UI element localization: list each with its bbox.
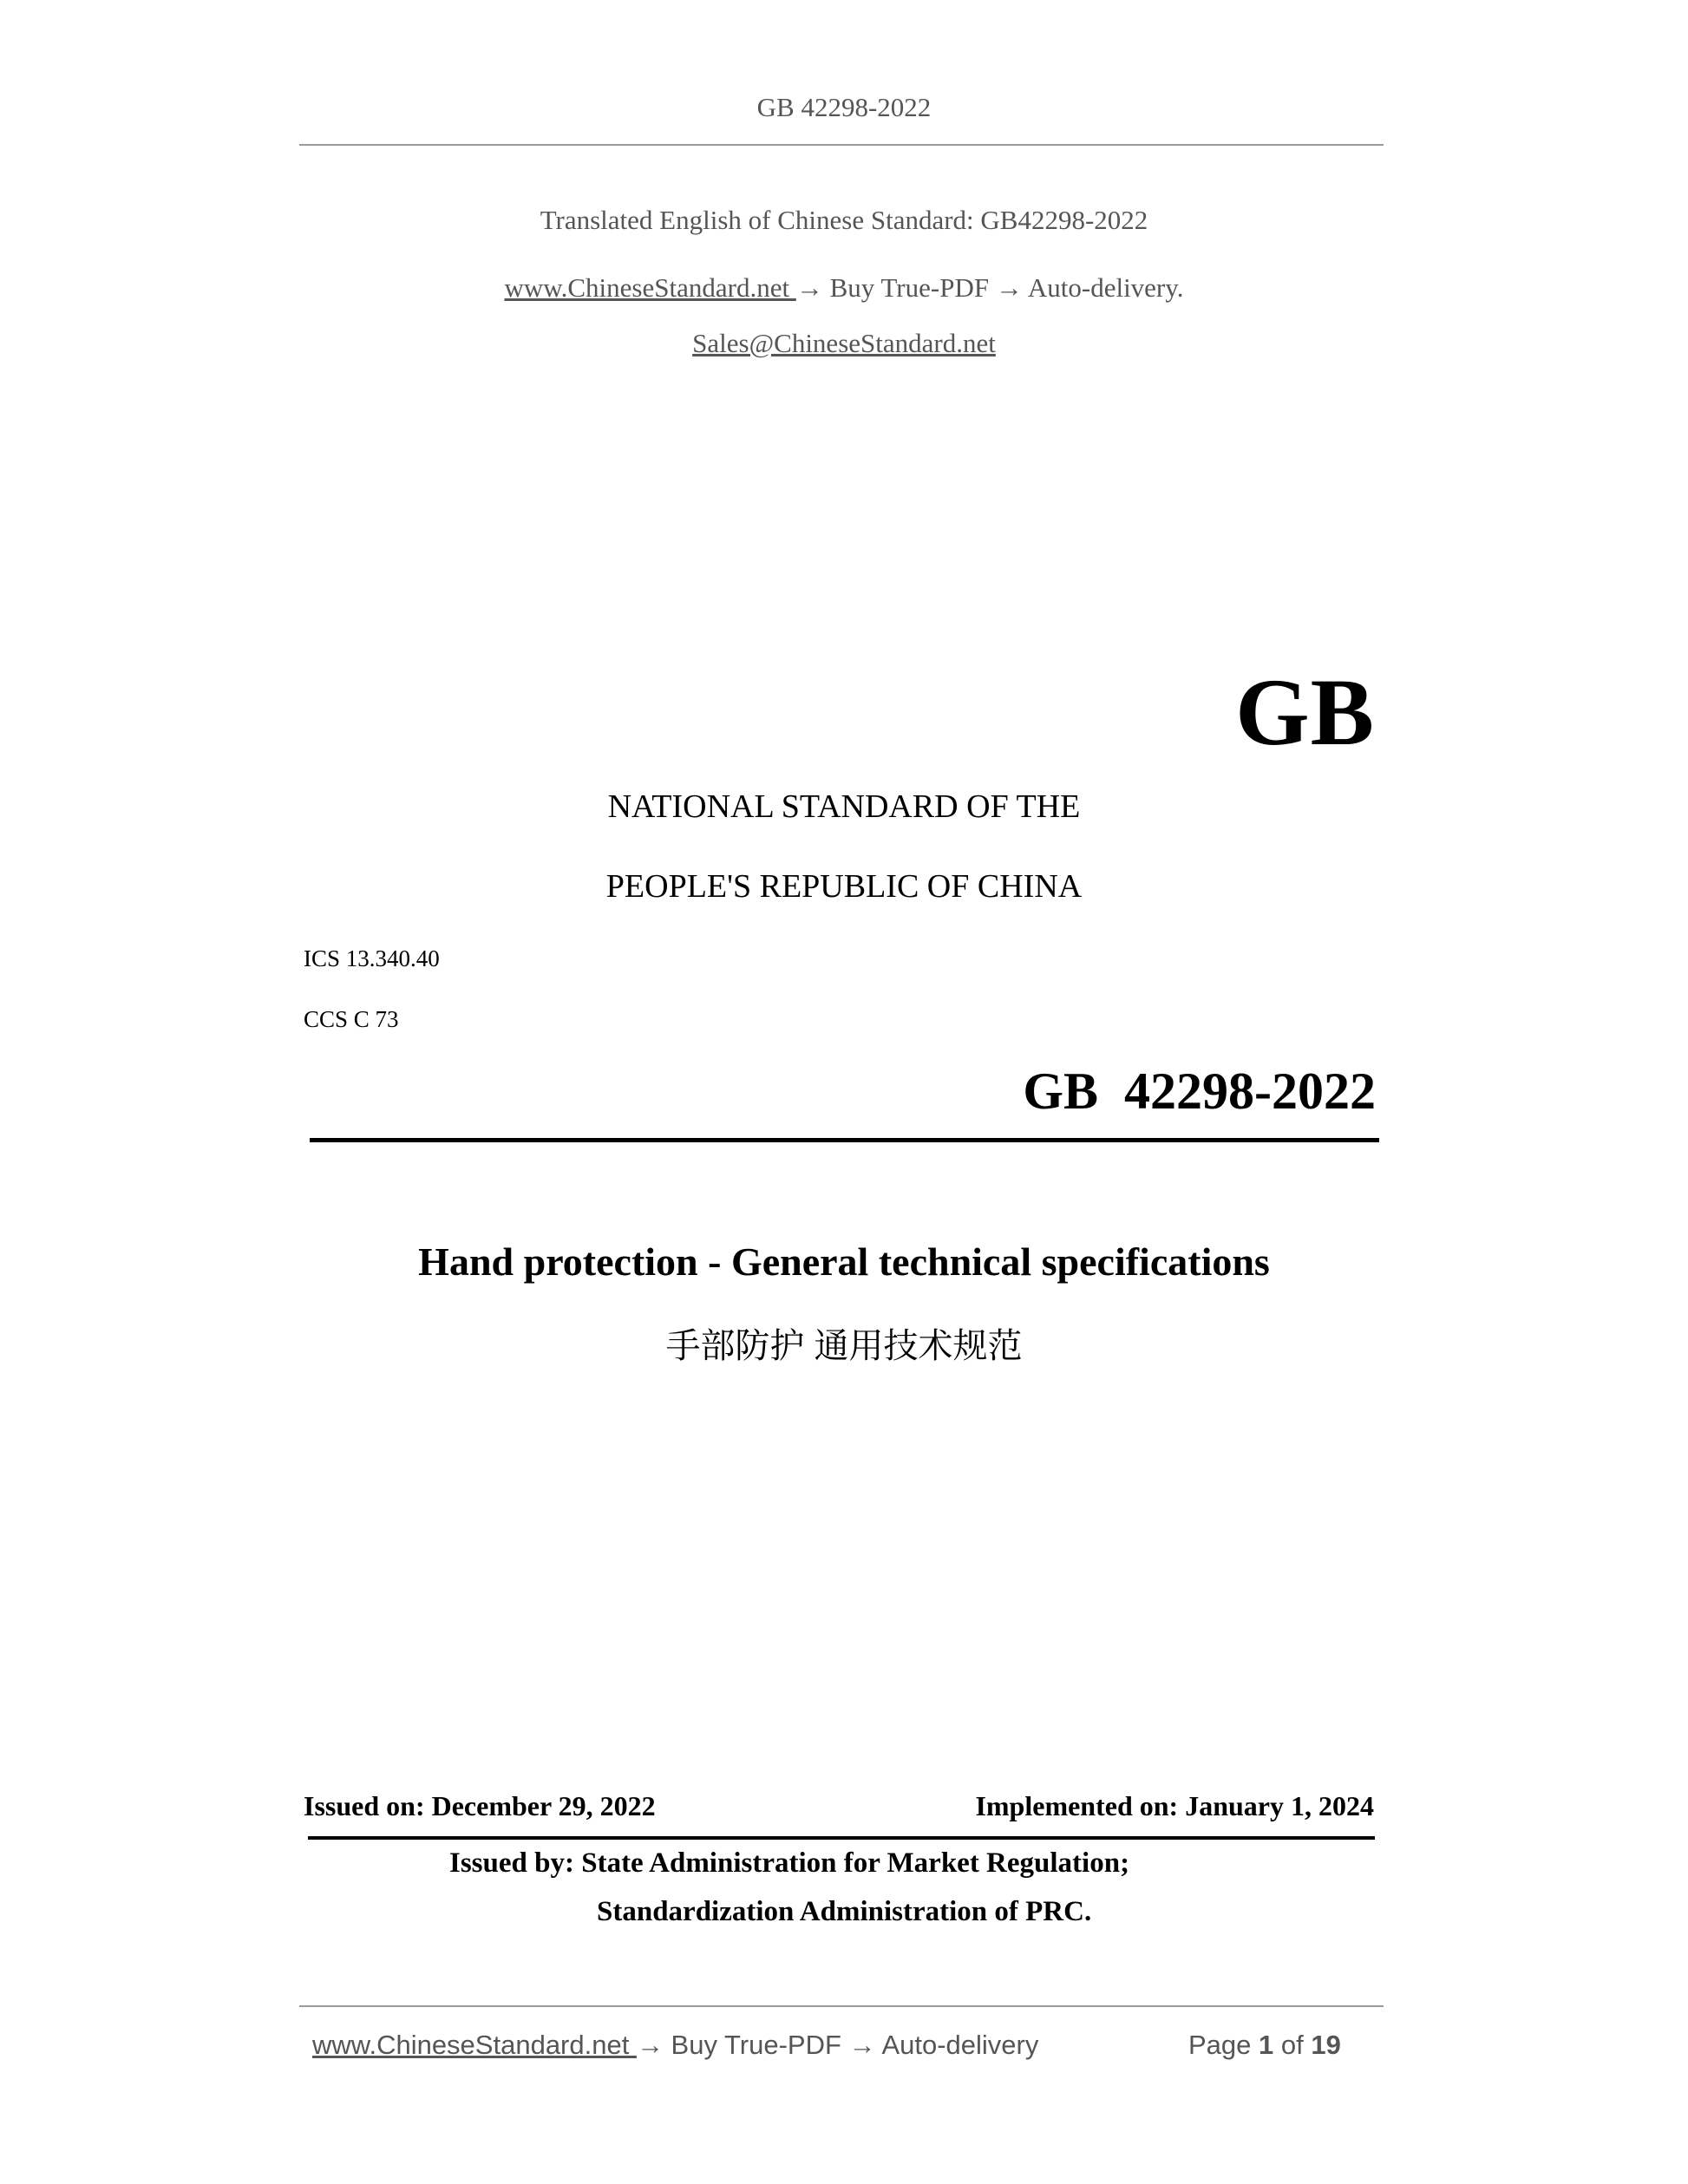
arrow-right-icon: → (636, 2030, 664, 2060)
ccs-code: CCS C 73 (304, 1006, 399, 1032)
promo-line (0, 272, 1688, 304)
code-divider (310, 1138, 1379, 1142)
arrow-right-icon: → (795, 272, 823, 303)
arrow-right-icon: → (848, 2030, 876, 2060)
of-label: of (1273, 2030, 1312, 2060)
arrow-right-icon: → (995, 272, 1023, 303)
footer-site-link[interactable]: www.ChineseStandard.net (312, 2030, 637, 2060)
page-current: 1 (1259, 2030, 1274, 2060)
national-standard-line-2: PEOPLE'S REPUBLIC OF CHINA (605, 868, 1083, 905)
delivery-text: Auto-delivery. (1022, 272, 1184, 303)
sales-line (0, 328, 1688, 359)
issued-on-date: Issued on: December 29, 2022 (304, 1790, 656, 1821)
ics-code: ICS 13.340.40 (304, 945, 440, 971)
gb-logo-mark: GB (1235, 659, 1375, 765)
page-total: 19 (1311, 2030, 1341, 2060)
buy-text: Buy True-PDF (822, 272, 996, 303)
standard-code: GB 42298-2022 (1023, 1063, 1376, 1120)
page-label: Page (1188, 2030, 1259, 2060)
issued-by-line-1: Issued by: State Administration for Market Regulation; (449, 1847, 1130, 1879)
dates-divider (308, 1836, 1375, 1840)
footer-promo (312, 2030, 1038, 2061)
footer-divider (299, 2005, 1384, 2007)
document-title-zh: 手部防护 通用技术规范 (665, 1327, 1023, 1365)
header-divider (299, 144, 1384, 146)
national-standard-line-1: NATIONAL STANDARD OF THE (607, 788, 1081, 825)
sales-email-link[interactable]: Sales@ChineseStandard.net (692, 328, 996, 358)
running-header-title: GB 42298-2022 (756, 92, 932, 122)
issued-by-line-2: Standardization Administration of PRC. (597, 1896, 1092, 1927)
site-link[interactable]: www.ChineseStandard.net (504, 272, 796, 303)
translation-notice: Translated English of Chinese Standard: GB42298-2022 (540, 205, 1148, 235)
footer-buy-text: Buy True-PDF (663, 2030, 849, 2060)
document-title-en: Hand protection - General technical specifications (418, 1239, 1270, 1284)
footer-delivery-text: Auto-delivery (875, 2030, 1039, 2060)
page-indicator (1188, 2030, 1341, 2061)
implemented-on-date: Implemented on: January 1, 2024 (975, 1790, 1374, 1821)
